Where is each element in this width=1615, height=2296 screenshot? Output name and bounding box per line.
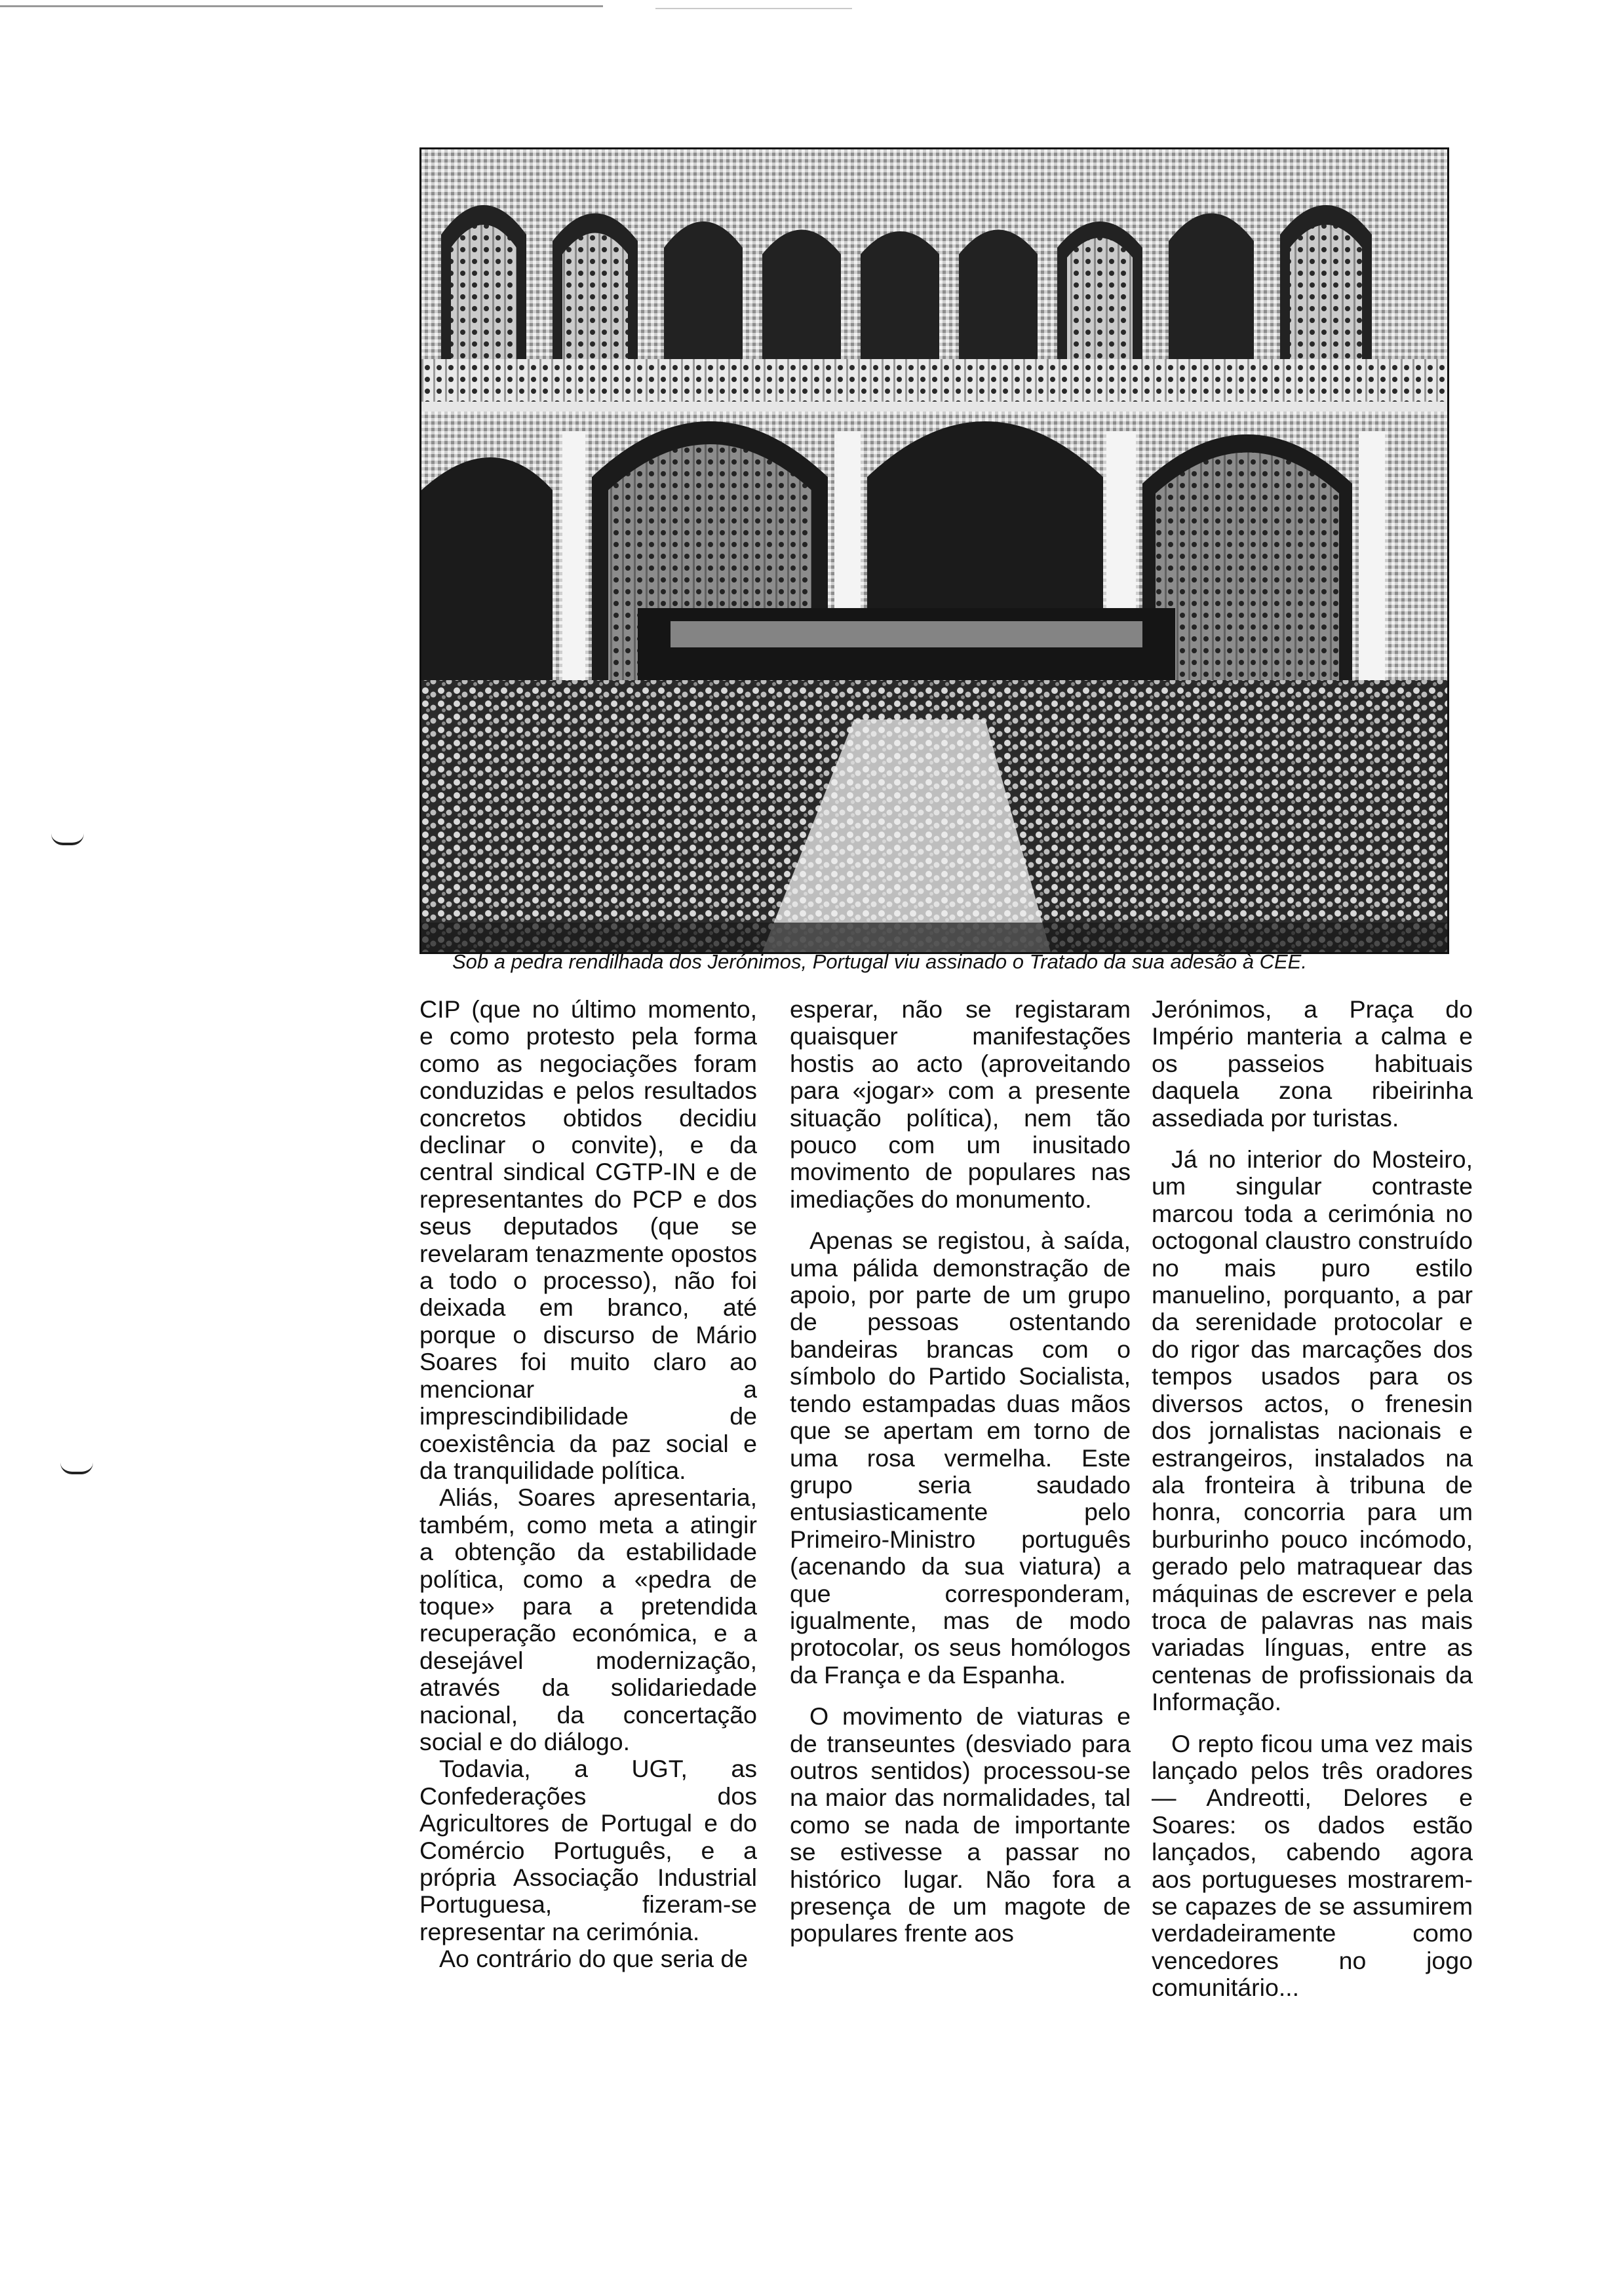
- paragraph: CIP (que no último momento, e como protesto pela forma como as negociações foram conduzidas e pelos resultados concretos obtidos decidiu declinar o convite), e da central sindical CGTP-IN e de representantes do PCP e dos seus deputados (que se revelaram tenazmente opostos a todo o processo), não foi deixada em branco, até porque o discurso de Mário Soares foi muito claro ao mencionar a imprescindibilidade de coexistência da paz social e da tranquilidade política.: [419, 995, 757, 1484]
- paragraph: Apenas se registou, à saída, uma pálida demonstração de apoio, por parte de um grupo de pessoas ostentando bandeiras brancas com o símbolo do Partido Socialista, tendo estampadas duas mãos que se apertam em torno de uma rosa vermelha. Este grupo seria saudado entusiasticamente pelo Primeiro-Ministro português (acenando da sua viatura) a que corresponderam, igualmente, mas de modo protocolar, os seus homólogos da França e da Espanha.: [790, 1227, 1131, 1689]
- paragraph: Jerónimos, a Praça do Império manteria a calma e os passeios habituais daquela zona ribeirinha assediada por turistas.: [1152, 995, 1473, 1132]
- binding-hole-mark: [60, 1463, 93, 1474]
- binding-hole-mark: [51, 833, 84, 845]
- scan-edge-line: [655, 8, 852, 9]
- scan-edge-line: [0, 5, 603, 7]
- paragraph: Aliás, Soares apresentaria, também, como meta a atingir a obtenção da estabilidade política, como a «pedra de toque» para a pretendida recuperação económica, e a desejável modernização, através da solidariedade nacional, da concertação social e do diálogo.: [419, 1483, 757, 1755]
- article-column-1: [419, 996, 757, 1973]
- cloister-photo: [419, 147, 1449, 954]
- paragraph: O repto ficou uma vez mais lançado pelos três oradores — Andreotti, Delores e Soares: os dados estão lançados, cabendo agora aos portugueses mostrarem-se capazes de se assumirem verdadeiramente como vencedores no jogo comunitário...: [1152, 1729, 1473, 2002]
- article-column-2: [790, 996, 1131, 1947]
- photo-caption: Sob a pedra rendilhada dos Jerónimos, Portugal viu assinado o Tratado da sua adesão à CEE.: [452, 950, 1307, 973]
- paragraph: Ao contrário do que seria de: [439, 1945, 749, 1973]
- paragraph: Já no interior do Mosteiro, um singular contraste marcou toda a cerimónia no octogonal claustro construído no mais puro estilo manuelino, porquanto, a par da serenidade protocolar e do rigor das marcações dos tempos usados para os diversos actos, o frenesin dos jornalistas nacionais e estrangeiros, instalados na ala fronteira à tribuna de honra, concorria para um burburinho pouco incómodo, gerado pelo matraquear das máquinas de escrever e pela troca de palavras nas mais variadas línguas, entre as centenas de profissionais da Informação.: [1152, 1145, 1473, 1716]
- paragraph: O movimento de viaturas e de transeuntes (desviado para outros sentidos) processou-se na maior das normalidades, tal como se nada de importante se estivesse a passar no histórico lugar. Não fora a presença de um magote de populares frente aos: [790, 1702, 1131, 1947]
- paragraph: esperar, não se registaram quaisquer manifestações hostis ao acto (aproveitando para «jogar» com a presente situação política), nem tão pouco com um inusitado movimento de populares nas imediações do monumento.: [790, 995, 1131, 1213]
- cloister-photo-icon: [421, 149, 1447, 952]
- article-column-3: [1152, 996, 1473, 2002]
- paragraph: Todavia, a UGT, as Confederações dos Agricultores de Portugal e do Comércio Português, e a própria Associação Industrial Portuguesa, fizeram-se representar na cerimónia.: [419, 1755, 757, 1945]
